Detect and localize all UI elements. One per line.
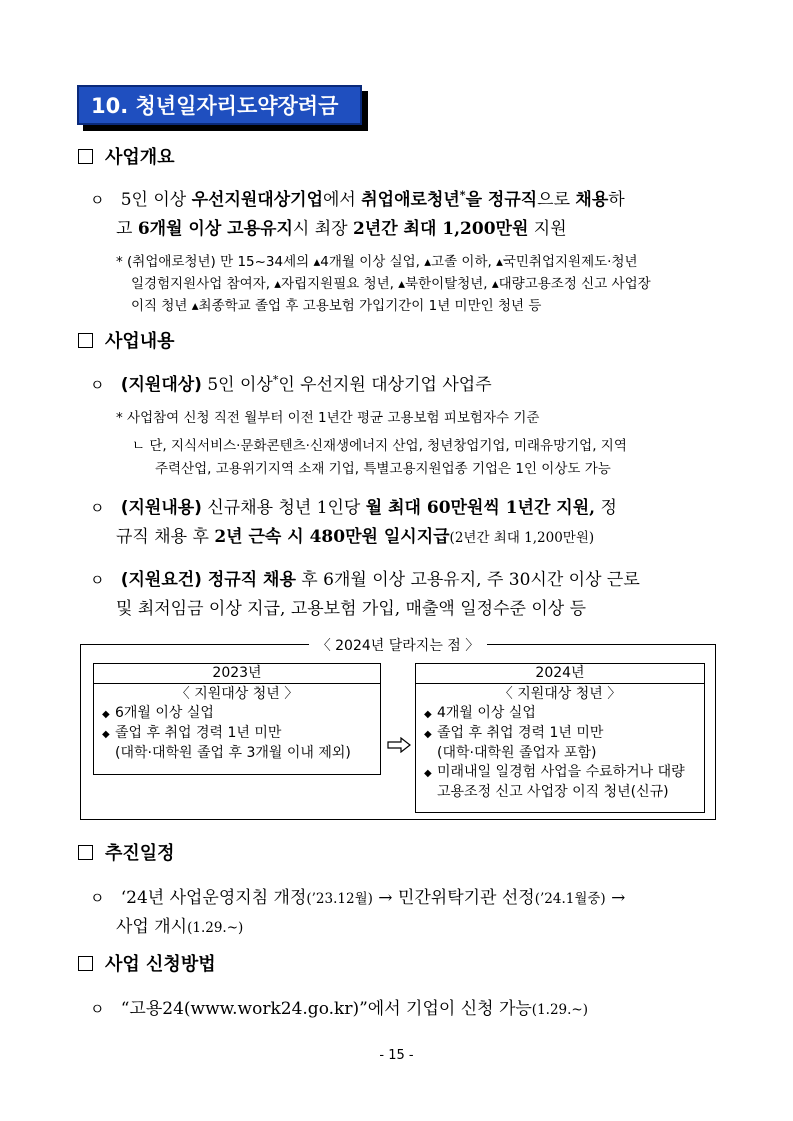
content-target-note: * 사업참여 신청 직전 월부터 이전 1년간 평균 고용보험 피보험자수 기준 (116, 410, 540, 426)
page-number: - 15 - (379, 1048, 414, 1063)
content-target-sub-1: ㄴ 단, 지식서비스·문화콘텐츠·신재생에너지 산업, 청년창업기업, 미래유망기업, 지역 (132, 438, 627, 454)
section-schedule-heading: 추진일정 (78, 842, 175, 866)
title-block (77, 85, 362, 127)
change-comparison-box (80, 638, 716, 820)
right-arrow-icon (387, 737, 411, 753)
list-item: ◆ 4개월 이상 실업 (416, 704, 704, 724)
year-2024-column (415, 663, 705, 813)
section-overview-heading: 사업개요 (78, 146, 175, 170)
year-2023-subtitle: 〈 지원대상 청년 〉 (175, 686, 299, 702)
square-bullet-icon (78, 956, 93, 971)
content-target-sub-2: 주력산업, 고용위기지역 소재 기업, 특별고용지원업종 기업은 1인 이상도 가능 (155, 461, 611, 477)
overview-line-1: ㅇ 5인 이상 우선지원대상기업에서 취업애로청년*을 정규직으로 채용하 (90, 188, 625, 210)
list-item: ◆ 6개월 이상 실업 (94, 704, 380, 724)
section-apply-heading: 사업 신청방법 (78, 953, 216, 977)
content-req-line-2: 및 최저임금 이상 지급, 고용보험 가입, 매출액 일정수준 이상 등 (116, 599, 586, 619)
list-item: ◆ 미래내일 일경험 사업을 수료하거나 대량 (416, 763, 704, 783)
diamond-bullet-icon: ◆ (102, 709, 110, 720)
list-item: (대학·대학원 졸업자 포함) (437, 745, 597, 761)
year-2024-label: 2024년 (416, 664, 704, 684)
overview-note-1: * (취업애로청년) 만 15~34세의 ▴4개월 이상 실업, ▴고졸 이하, ▴국민취업지원제도·청년 (116, 254, 638, 270)
diamond-bullet-icon: ◆ (424, 768, 432, 779)
square-bullet-icon (78, 845, 93, 860)
schedule-line-2: 사업 개시(1.29.~) (116, 917, 244, 937)
square-bullet-icon (78, 333, 93, 348)
diamond-bullet-icon: ◆ (424, 729, 432, 740)
list-item: 고용조정 신고 사업장 이직 청년(신규) (437, 784, 669, 800)
overview-note-2: 일경험지원사업 참여자, ▴자립지원필요 청년, ▴북한이탈청년, ▴대량고용조정 신고 사업장 (131, 276, 651, 292)
content-support-line-1: ㅇ (지원내용) 신규채용 청년 1인당 월 최대 60만원씩 1년간 지원, 정 (90, 498, 617, 518)
year-2023-label: 2023년 (94, 664, 380, 684)
list-item: (대학·대학원 졸업 후 3개월 이내 제외) (115, 745, 351, 761)
overview-note-3: 이직 청년 ▴최종학교 졸업 후 고용보험 가입기간이 1년 미만인 청년 등 (131, 298, 542, 314)
content-target-line: ㅇ (지원대상) 5인 이상*인 우선지원 대상기업 사업주 (90, 373, 492, 395)
schedule-line-1: ㅇ ‘24년 사업운영지침 개정(’23.12월) → 민간위탁기관 선정(’24.1월중) → (90, 888, 626, 908)
overview-line-2: 고 6개월 이상 고용유지시 최장 2년간 최대 1,200만원 지원 (116, 219, 567, 239)
diamond-bullet-icon: ◆ (102, 729, 110, 740)
square-bullet-icon (78, 149, 93, 164)
apply-line: ㅇ “고용24(www.work24.go.kr)”에서 기업이 신청 가능(1.29.~) (90, 999, 588, 1019)
list-item: ◆ 졸업 후 취업 경력 1년 미만 (416, 724, 704, 744)
section-content-heading: 사업내용 (78, 330, 175, 354)
change-box-title: 〈 2024년 달라지는 점 〉 (309, 638, 488, 654)
content-req-line-1: ㅇ (지원요건) 정규직 채용 후 6개월 이상 고용유지, 주 30시간 이상 근로 (90, 570, 640, 590)
year-2024-subtitle: 〈 지원대상 청년 〉 (498, 686, 622, 702)
diamond-bullet-icon: ◆ (424, 709, 432, 720)
year-2023-column (93, 663, 381, 775)
content-support-line-2: 규직 채용 후 2년 근속 시 480만원 일시지급(2년간 최대 1,200만원) (116, 527, 595, 547)
page-title: 10. 청년일자리도약장려금 (77, 85, 362, 125)
list-item: ◆ 졸업 후 취업 경력 1년 미만 (94, 724, 380, 744)
